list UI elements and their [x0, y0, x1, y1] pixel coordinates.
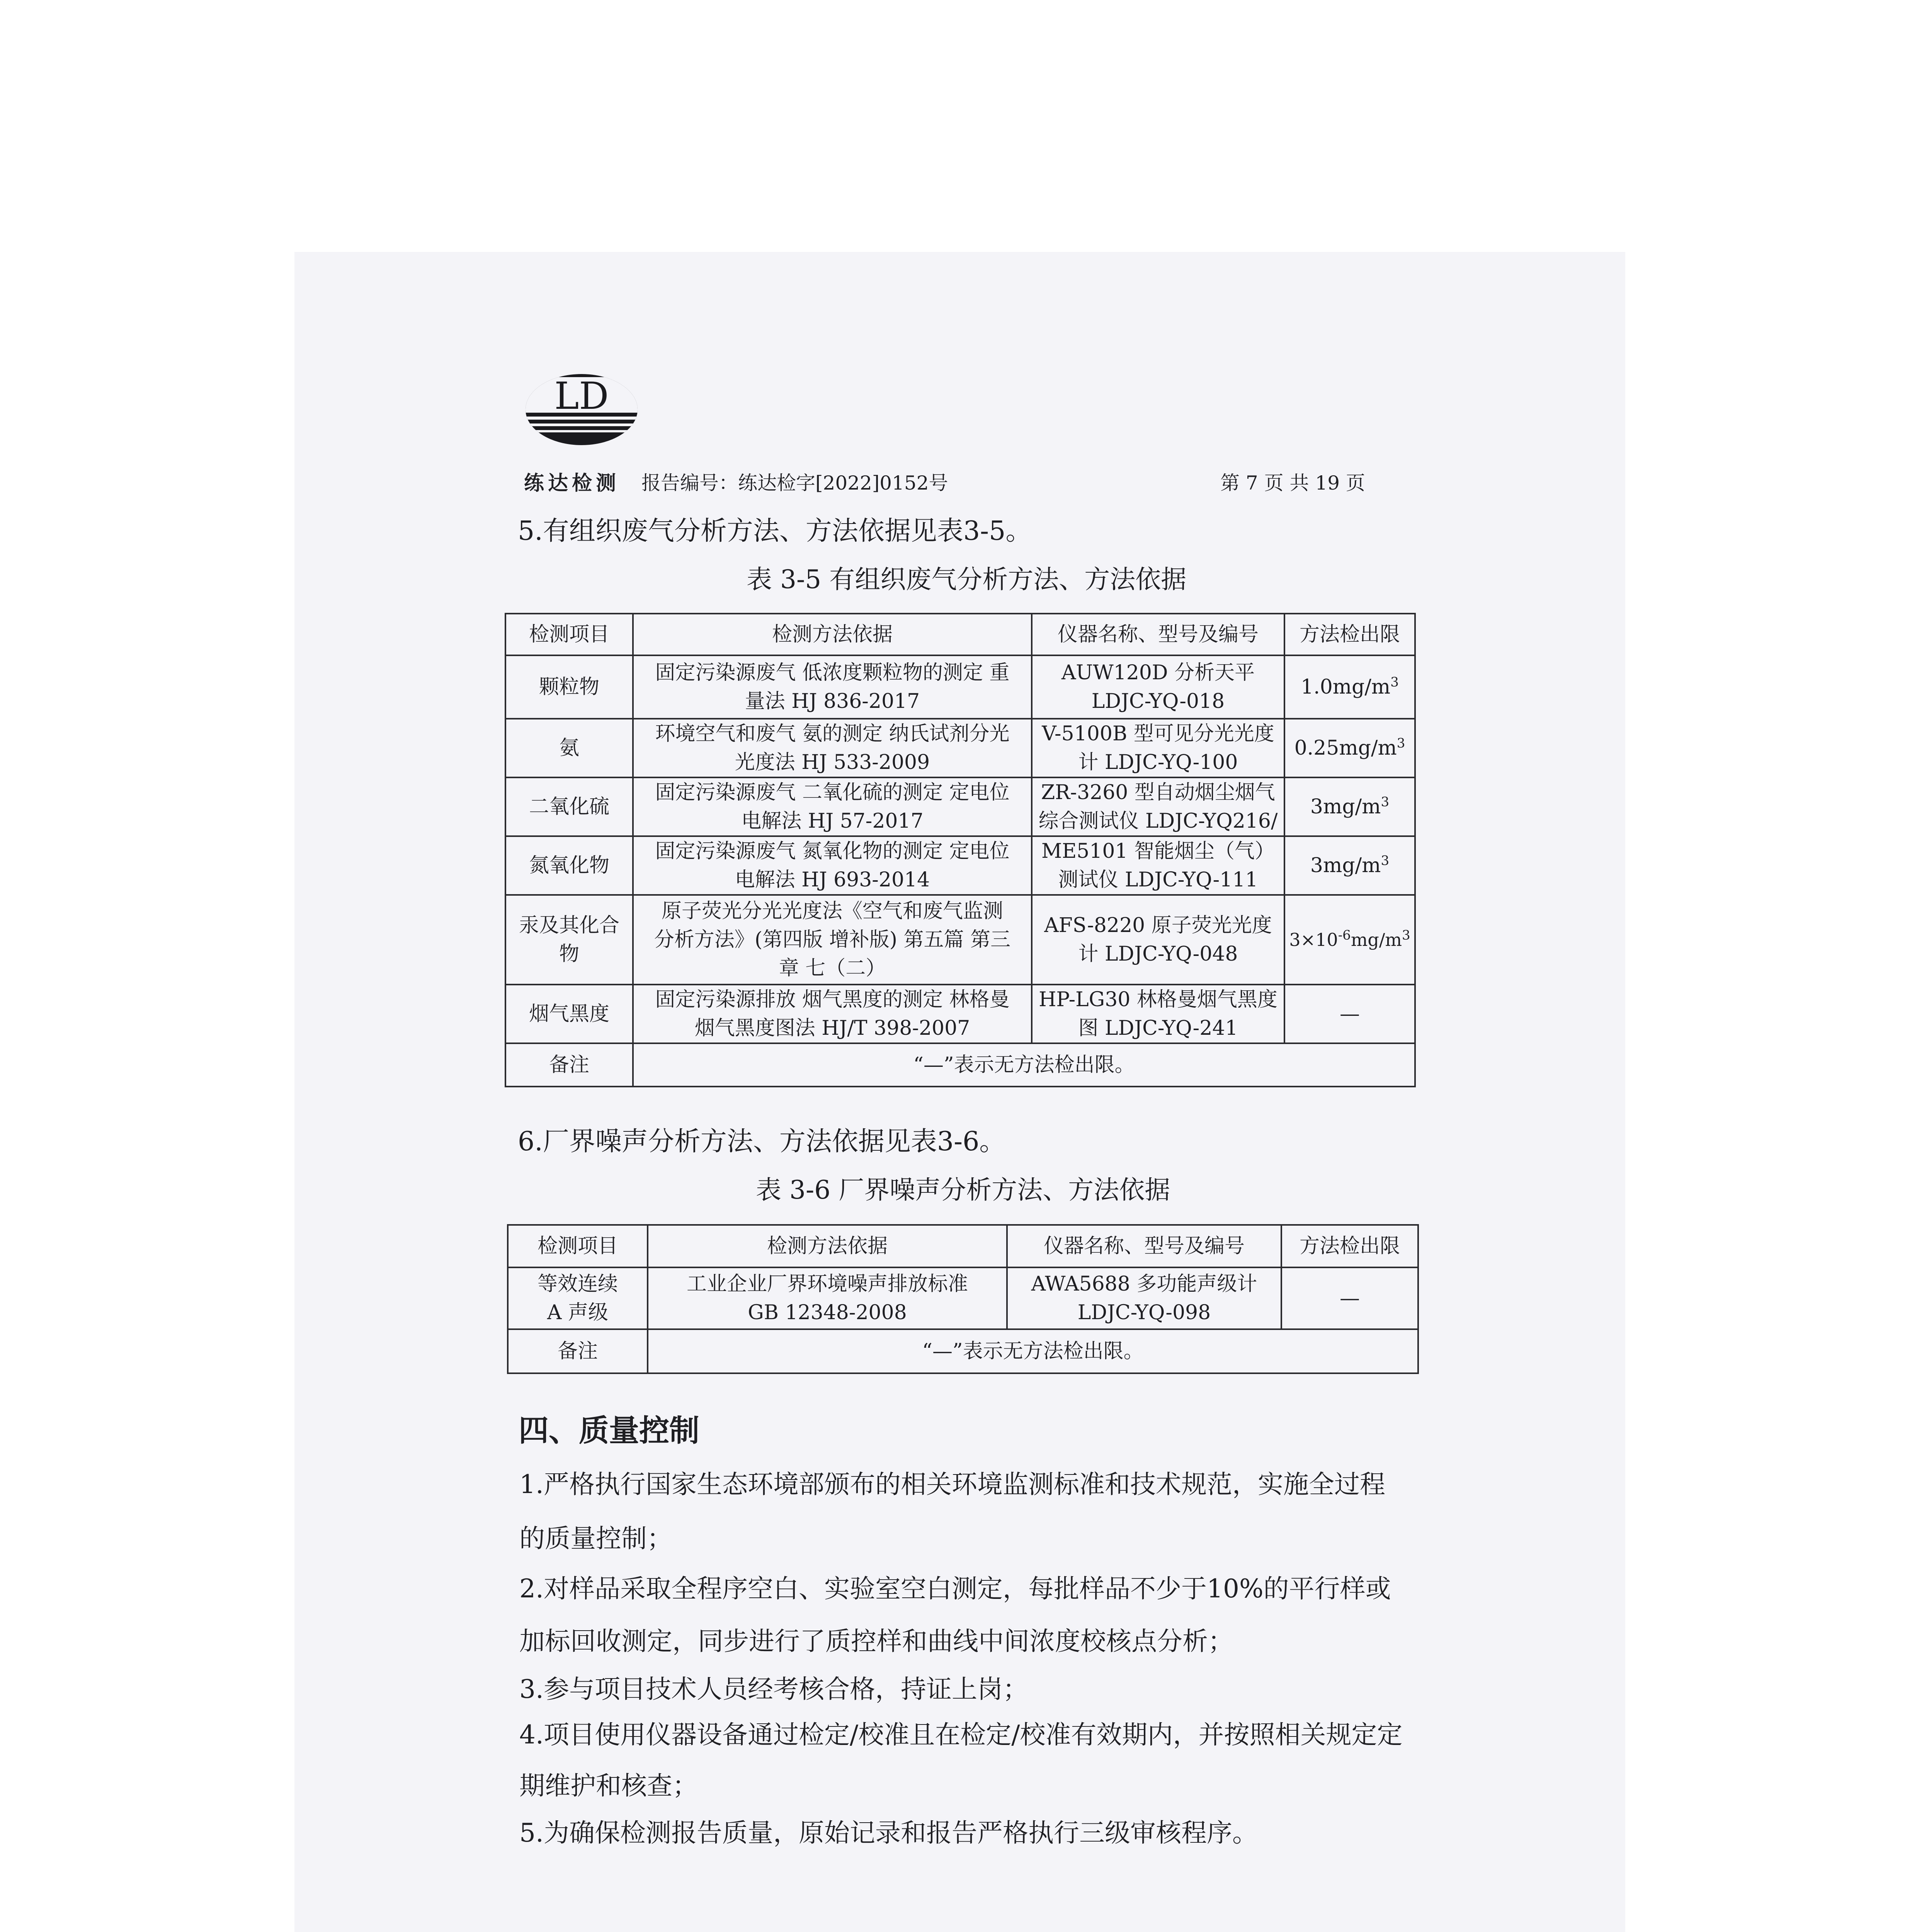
note-text: “—”表示无方法检出限。 [648, 1329, 1418, 1373]
item-cell: 氮氧化物 [505, 836, 633, 895]
instrument-cell: AFS-8220 原子荧光光度 计 LDJC-YQ-048 [1032, 895, 1284, 985]
logo-caption: 练达检测 [524, 471, 620, 495]
header-cell: 检测项目 [508, 1225, 648, 1267]
header-cell: 方法检出限 [1284, 614, 1415, 655]
report-number: 报告编号：练达检字[2022]0152号 [641, 472, 948, 494]
quality-line: 3.参与项目技术人员经考核合格，持证上岗； [519, 1674, 1028, 1704]
table-row [505, 719, 1415, 777]
item-cell: 烟气黑度 [505, 985, 633, 1043]
instrument-cell: ZR-3260 型自动烟尘烟气 综合测试仪 LDJC-YQ216/ [1032, 777, 1284, 836]
method-cell: 固定污染源排放 烟气黑度的测定 林格曼 烟气黑度图法 HJ/T 398-2007 [633, 985, 1032, 1043]
item-cell: 二氧化硫 [505, 777, 633, 836]
quality-line: 4.项目使用仪器设备通过检定/校准且在检定/校准有效期内，并按照相关规定定 [519, 1720, 1403, 1750]
quality-line: 5.为确保检测报告质量，原始记录和报告严格执行三级审核程序。 [519, 1818, 1258, 1848]
table-note-row [505, 1043, 1415, 1087]
table-row [505, 895, 1415, 985]
quality-line: 的质量控制； [519, 1524, 672, 1553]
table-3-6-header [508, 1225, 1418, 1267]
quality-heading: 四、质量控制 [519, 1413, 700, 1448]
limit-cell: $0.25mg/m^3$ [1284, 719, 1415, 777]
instrument-cell: V-5100B 型可见分光光度 计 LDJC-YQ-100 [1032, 719, 1284, 777]
method-cell: 固定污染源废气 低浓度颗粒物的测定 重 量法 HJ 836-2017 [633, 655, 1032, 719]
limit-cell: — [1284, 985, 1415, 1043]
page-info: 第 7 页 共 19 页 [1220, 472, 1365, 494]
method-cell: 原子荧光分光光度法《空气和废气监测 分析方法》(第四版 增补版) 第五篇 第三 章 七（二） [633, 895, 1032, 985]
table-row [505, 985, 1415, 1043]
table-row [505, 836, 1415, 895]
limit-cell: $3\times 10^{-6}mg/m^3$ [1284, 895, 1415, 985]
limit-cell: $1.0mg/m^3$ [1284, 655, 1415, 719]
instrument-cell: AUW120D 分析天平 LDJC-YQ-018 [1032, 655, 1284, 719]
header-cell: 仪器名称、型号及编号 [1007, 1225, 1281, 1267]
table-3-6 [507, 1224, 1419, 1374]
quality-line: 2.对样品采取全程序空白、实验室空白测定，每批样品不少于10%的平行样或 [519, 1574, 1391, 1604]
table-3-5-caption: 表 3-5 有组织废气分析方法、方法依据 [747, 565, 1187, 594]
note-label: 备注 [508, 1329, 648, 1373]
limit-cell: $3mg/m^3$ [1284, 836, 1415, 895]
table-row [505, 655, 1415, 719]
company-logo [525, 373, 638, 446]
quality-line: 期维护和核查； [519, 1771, 698, 1801]
table-row [505, 777, 1415, 836]
instrument-cell: HP-LG30 林格曼烟气黑度 图 LDJC-YQ-241 [1032, 985, 1284, 1043]
table-3-5-header [505, 614, 1415, 655]
instrument-cell: ME5101 智能烟尘（气） 测试仪 LDJC-YQ-111 [1032, 836, 1284, 895]
header-cell: 检测项目 [505, 614, 633, 655]
header-cell: 检测方法依据 [633, 614, 1032, 655]
note-text: “—”表示无方法检出限。 [633, 1043, 1415, 1087]
item-cell: 氨 [505, 719, 633, 777]
table-note-row [508, 1329, 1418, 1373]
note-label: 备注 [505, 1043, 633, 1087]
header-cell: 方法检出限 [1281, 1225, 1418, 1267]
instrument-cell: AWA5688 多功能声级计 LDJC-YQ-098 [1007, 1267, 1281, 1329]
method-cell: 固定污染源废气 二氧化硫的测定 定电位 电解法 HJ 57-2017 [633, 777, 1032, 836]
method-cell: 环境空气和废气 氨的测定 纳氏试剂分光 光度法 HJ 533-2009 [633, 719, 1032, 777]
quality-line: 1.严格执行国家生态环境部颁布的相关环境监测标准和技术规范，实施全过程 [519, 1469, 1385, 1499]
item-cell: 等效连续 A 声级 [508, 1267, 648, 1329]
table-row [508, 1267, 1418, 1329]
table-3-6-caption: 表 3-6 厂界噪声分析方法、方法依据 [756, 1175, 1170, 1205]
method-cell: 固定污染源废气 氮氧化物的测定 定电位 电解法 HJ 693-2014 [633, 836, 1032, 895]
quality-line: 加标回收测定，同步进行了质控样和曲线中间浓度校核点分析； [519, 1626, 1233, 1656]
item-cell: 汞及其化合 物 [505, 895, 633, 985]
section6-intro: 6.厂界噪声分析方法、方法依据见表3-6。 [518, 1126, 1006, 1157]
header-cell: 仪器名称、型号及编号 [1032, 614, 1284, 655]
section5-intro: 5.有组织废气分析方法、方法依据见表3-5。 [518, 516, 1032, 546]
logo-lettering: LD [554, 374, 609, 418]
table-3-5 [505, 613, 1416, 1087]
limit-cell: $3mg/m^3$ [1284, 777, 1415, 836]
header-cell: 检测方法依据 [648, 1225, 1007, 1267]
item-cell: 颗粒物 [505, 655, 633, 719]
limit-cell: — [1281, 1267, 1418, 1329]
method-cell: 工业企业厂界环境噪声排放标准 GB 12348-2008 [648, 1267, 1007, 1329]
